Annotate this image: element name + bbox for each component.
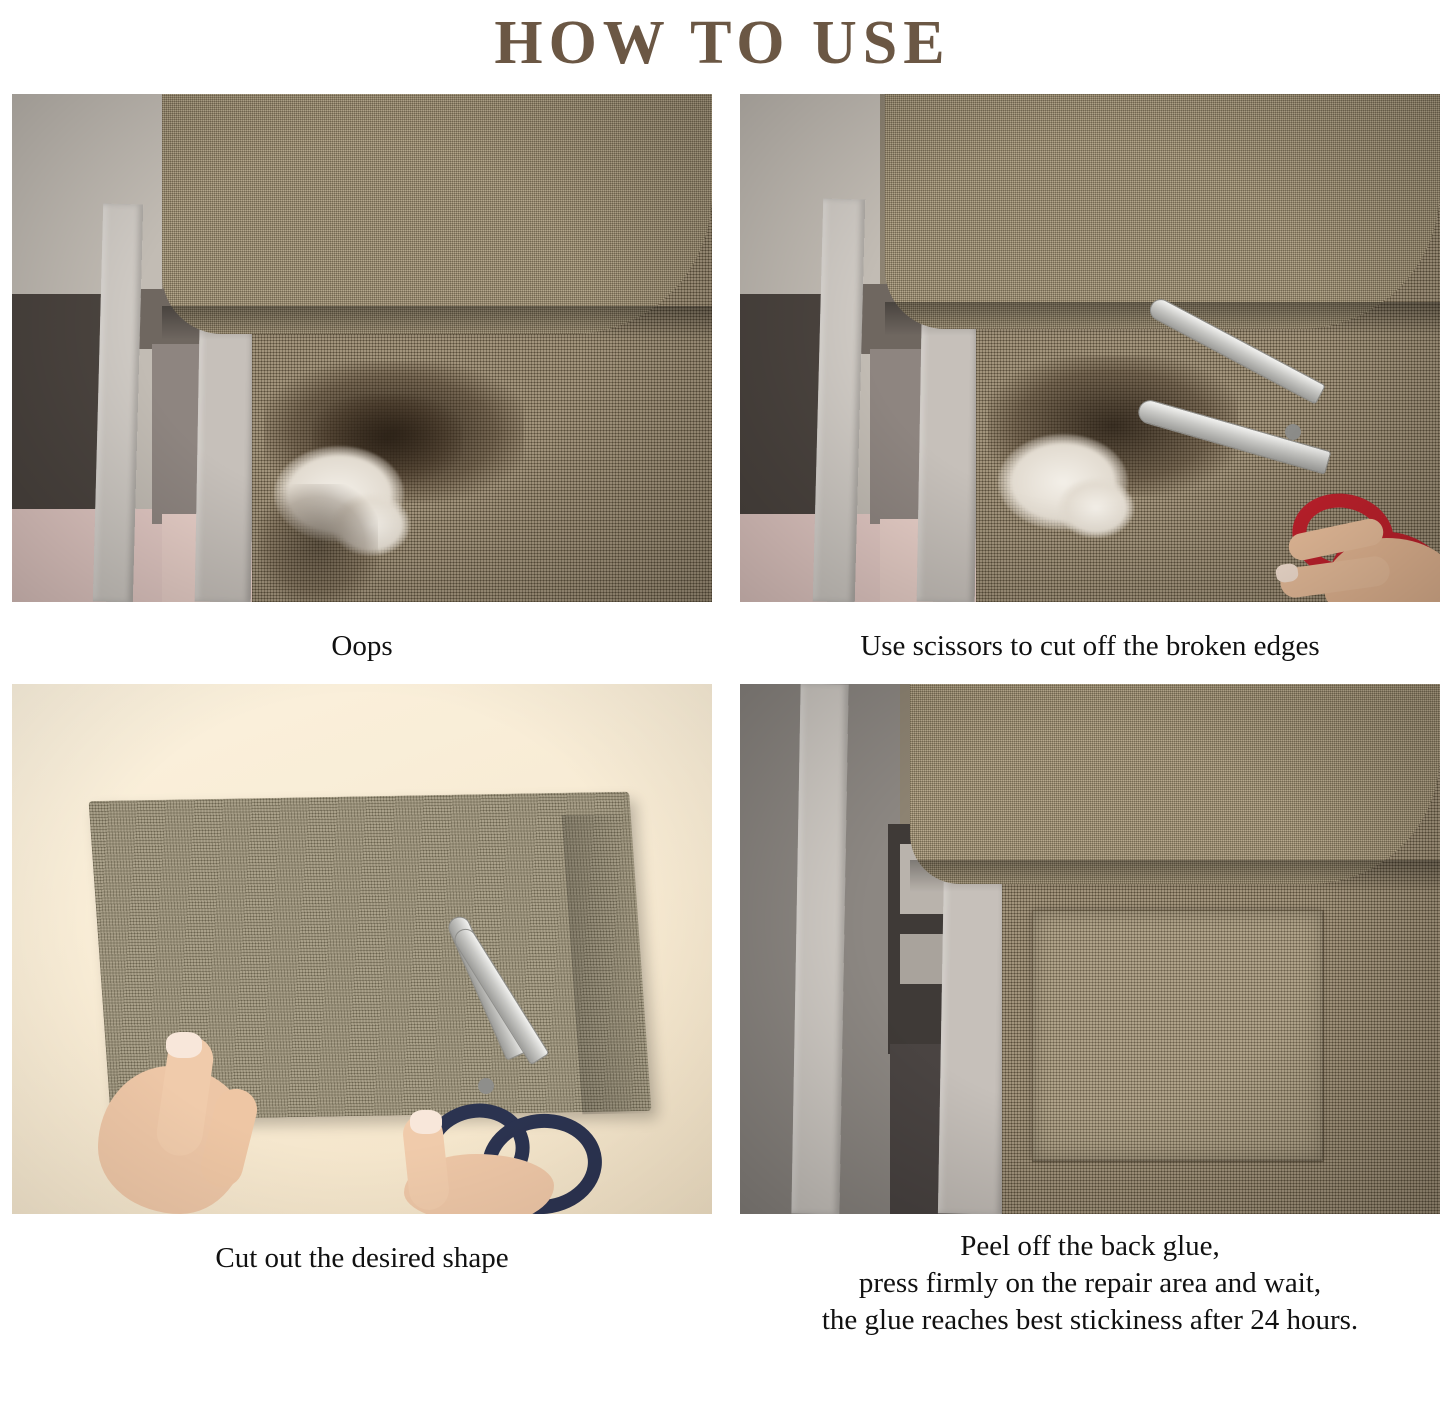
step-3-image	[12, 684, 712, 1214]
cushion-shadow	[910, 860, 1440, 892]
step-4	[725, 684, 1445, 1339]
tear-damage-lower	[258, 484, 378, 602]
scissors-pivot	[478, 1078, 494, 1094]
step-1-caption: Oops	[331, 630, 393, 663]
floor-strip	[12, 509, 162, 602]
steps-grid	[0, 94, 1445, 1338]
step-4-image	[740, 684, 1440, 1214]
step-1-image	[12, 94, 712, 602]
cushion-shadow	[162, 306, 712, 340]
step-3	[0, 684, 720, 1339]
step-2-image	[740, 94, 1440, 602]
sofa-cushion-roll	[885, 94, 1440, 329]
step-1	[0, 94, 720, 665]
fingernail-right	[410, 1110, 442, 1134]
sofa-cushion-roll	[162, 94, 712, 334]
stuffing-floss-2	[1058, 478, 1134, 538]
step-4-caption-line-2: press firmly on the repair area and wait,	[858, 1266, 1322, 1299]
how-to-use-page	[0, 6, 1445, 1406]
step-4-caption	[740, 1228, 1440, 1339]
sofa-cushion-roll	[910, 684, 1440, 884]
step-2-caption: Use scissors to cut off the broken edges	[860, 630, 1320, 663]
sofa-leg-outer	[791, 684, 848, 1214]
page-title: HOW TO USE	[494, 9, 951, 77]
step-4-caption-line-1: Peel off the back glue,	[960, 1229, 1220, 1262]
patch-edge	[1032, 910, 1324, 1162]
fingernail-index	[166, 1032, 202, 1058]
step-3-caption: Cut out the desired shape	[215, 1241, 509, 1274]
floor-strip	[740, 514, 880, 602]
step-2	[725, 94, 1445, 665]
step-4-caption-line-3: the glue reaches best stickiness after 24 hours.	[821, 1303, 1359, 1336]
